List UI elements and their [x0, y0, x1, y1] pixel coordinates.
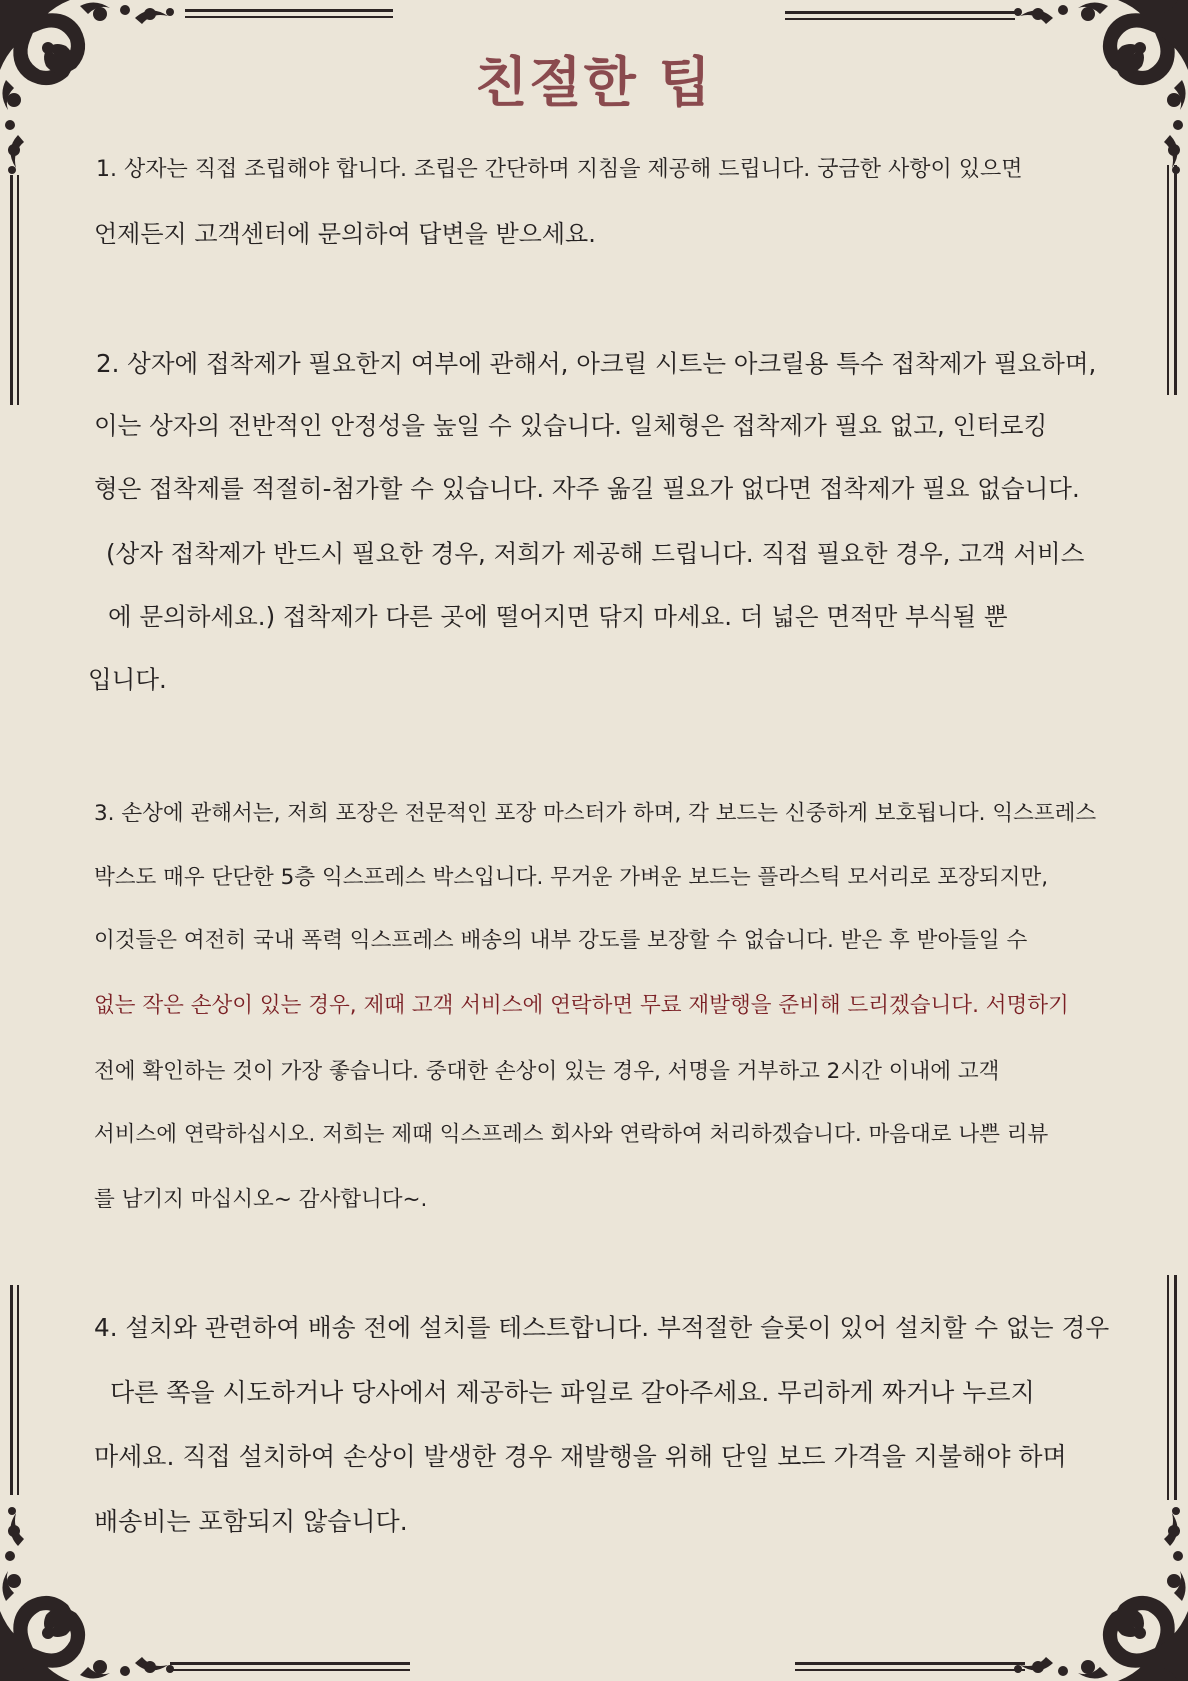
paragraph-line: 배송비는 포함되지 않습니다. [94, 1507, 408, 1536]
paragraph-line: 형은 접착제를 적절히-첨가할 수 있습니다. 자주 옮길 필요가 없다면 접착제가 필요 없습니다. [94, 474, 1080, 503]
frame-line-top-right [785, 11, 1015, 14]
paragraph-line: (상자 접착제가 반드시 필요한 경우, 저희가 제공해 드립니다. 직접 필요한 경우, 고객 서비스 [106, 539, 1085, 568]
frame-line-right-upper-inner [1167, 165, 1169, 395]
paragraph-line: 박스도 매우 단단한 5층 익스프레스 박스입니다. 무거운 가벼운 보드는 플라스틱 모서리로 포장되지만, [94, 865, 1049, 890]
paragraph-line-highlight: 없는 작은 손상이 있는 경우, 제때 고객 서비스에 연락하면 무료 재발행을 준비해 드리겠습니다. 서명하기 [94, 993, 1069, 1018]
frame-line-right-lower-inner [1167, 1275, 1169, 1500]
paragraph-line: 입니다. [88, 665, 167, 694]
paragraph-line: 마세요. 직접 설치하여 손상이 발생한 경우 재발행을 위해 단일 보드 가격을 지불해야 하며 [94, 1442, 1067, 1471]
paragraph-line: 에 문의하세요.) 접착제가 다른 곳에 떨어지면 닦지 마세요. 더 넓은 면적만 부식될 뿐 [108, 602, 1008, 631]
frame-line-bottom-left [170, 1662, 410, 1665]
frame-line-right-upper [1174, 165, 1177, 395]
paragraph-line: 이것들은 여전히 국내 폭력 익스프레스 배송의 내부 강도를 보장할 수 없습니다. 받은 후 받아들일 수 [94, 928, 1028, 953]
frame-line-left-upper-inner [17, 175, 19, 405]
paragraph-line: 2. 상자에 접착제가 필요한지 여부에 관해서, 아크릴 시트는 아크릴용 특수 접착제가 필요하며, [96, 349, 1097, 378]
page-title: 친절한 팁 [475, 51, 713, 114]
frame-line-top-left [185, 9, 393, 12]
paragraph-line: 이는 상자의 전반적인 안정성을 높일 수 있습니다. 일체형은 접착제가 필요 없고, 인터로킹 [94, 411, 1048, 440]
paragraph-line: 3. 손상에 관해서는, 저희 포장은 전문적인 포장 마스터가 하며, 각 보드는 신중하게 보호됩니다. 익스프레스 [94, 801, 1097, 826]
frame-line-right-lower [1174, 1275, 1177, 1500]
frame-line-left-upper [10, 175, 13, 405]
paragraph-line: 를 남기지 마십시오~ 감사합니다~. [94, 1187, 428, 1212]
frame-line-bottom-right [795, 1662, 1025, 1665]
frame-line-left-lower [10, 1285, 13, 1495]
paragraph-line: 1. 상자는 직접 조립해야 합니다. 조립은 간단하며 지침을 제공해 드립니다. 궁금한 사항이 있으면 [96, 157, 1023, 182]
floral-corner-ornament-icon [998, 1491, 1188, 1681]
paragraph-line: 서비스에 연락하십시오. 저희는 제때 익스프레스 회사와 연락하여 처리하겠습니다. 마음대로 나쁜 리뷰 [94, 1122, 1049, 1147]
paragraph-line: 전에 확인하는 것이 가장 좋습니다. 중대한 손상이 있는 경우, 서명을 거부하고 2시간 이내에 고객 [94, 1059, 1000, 1084]
paragraph-line: 다른 쪽을 시도하거나 당사에서 제공하는 파일로 갈아주세요. 무리하게 짜거나 누르지 [110, 1378, 1035, 1407]
paragraph-line: 4. 설치와 관련하여 배송 전에 설치를 테스트합니다. 부적절한 슬롯이 있어 설치할 수 없는 경우 [94, 1313, 1110, 1342]
frame-line-bottom-right-inner [795, 1669, 1025, 1671]
frame-line-top-right-inner [785, 18, 1015, 20]
frame-line-left-lower-inner [17, 1285, 19, 1495]
frame-line-bottom-left-inner [170, 1669, 410, 1671]
paragraph-line: 언제든지 고객센터에 문의하여 답변을 받으세요. [94, 220, 596, 248]
frame-line-top-left-inner [185, 16, 393, 18]
